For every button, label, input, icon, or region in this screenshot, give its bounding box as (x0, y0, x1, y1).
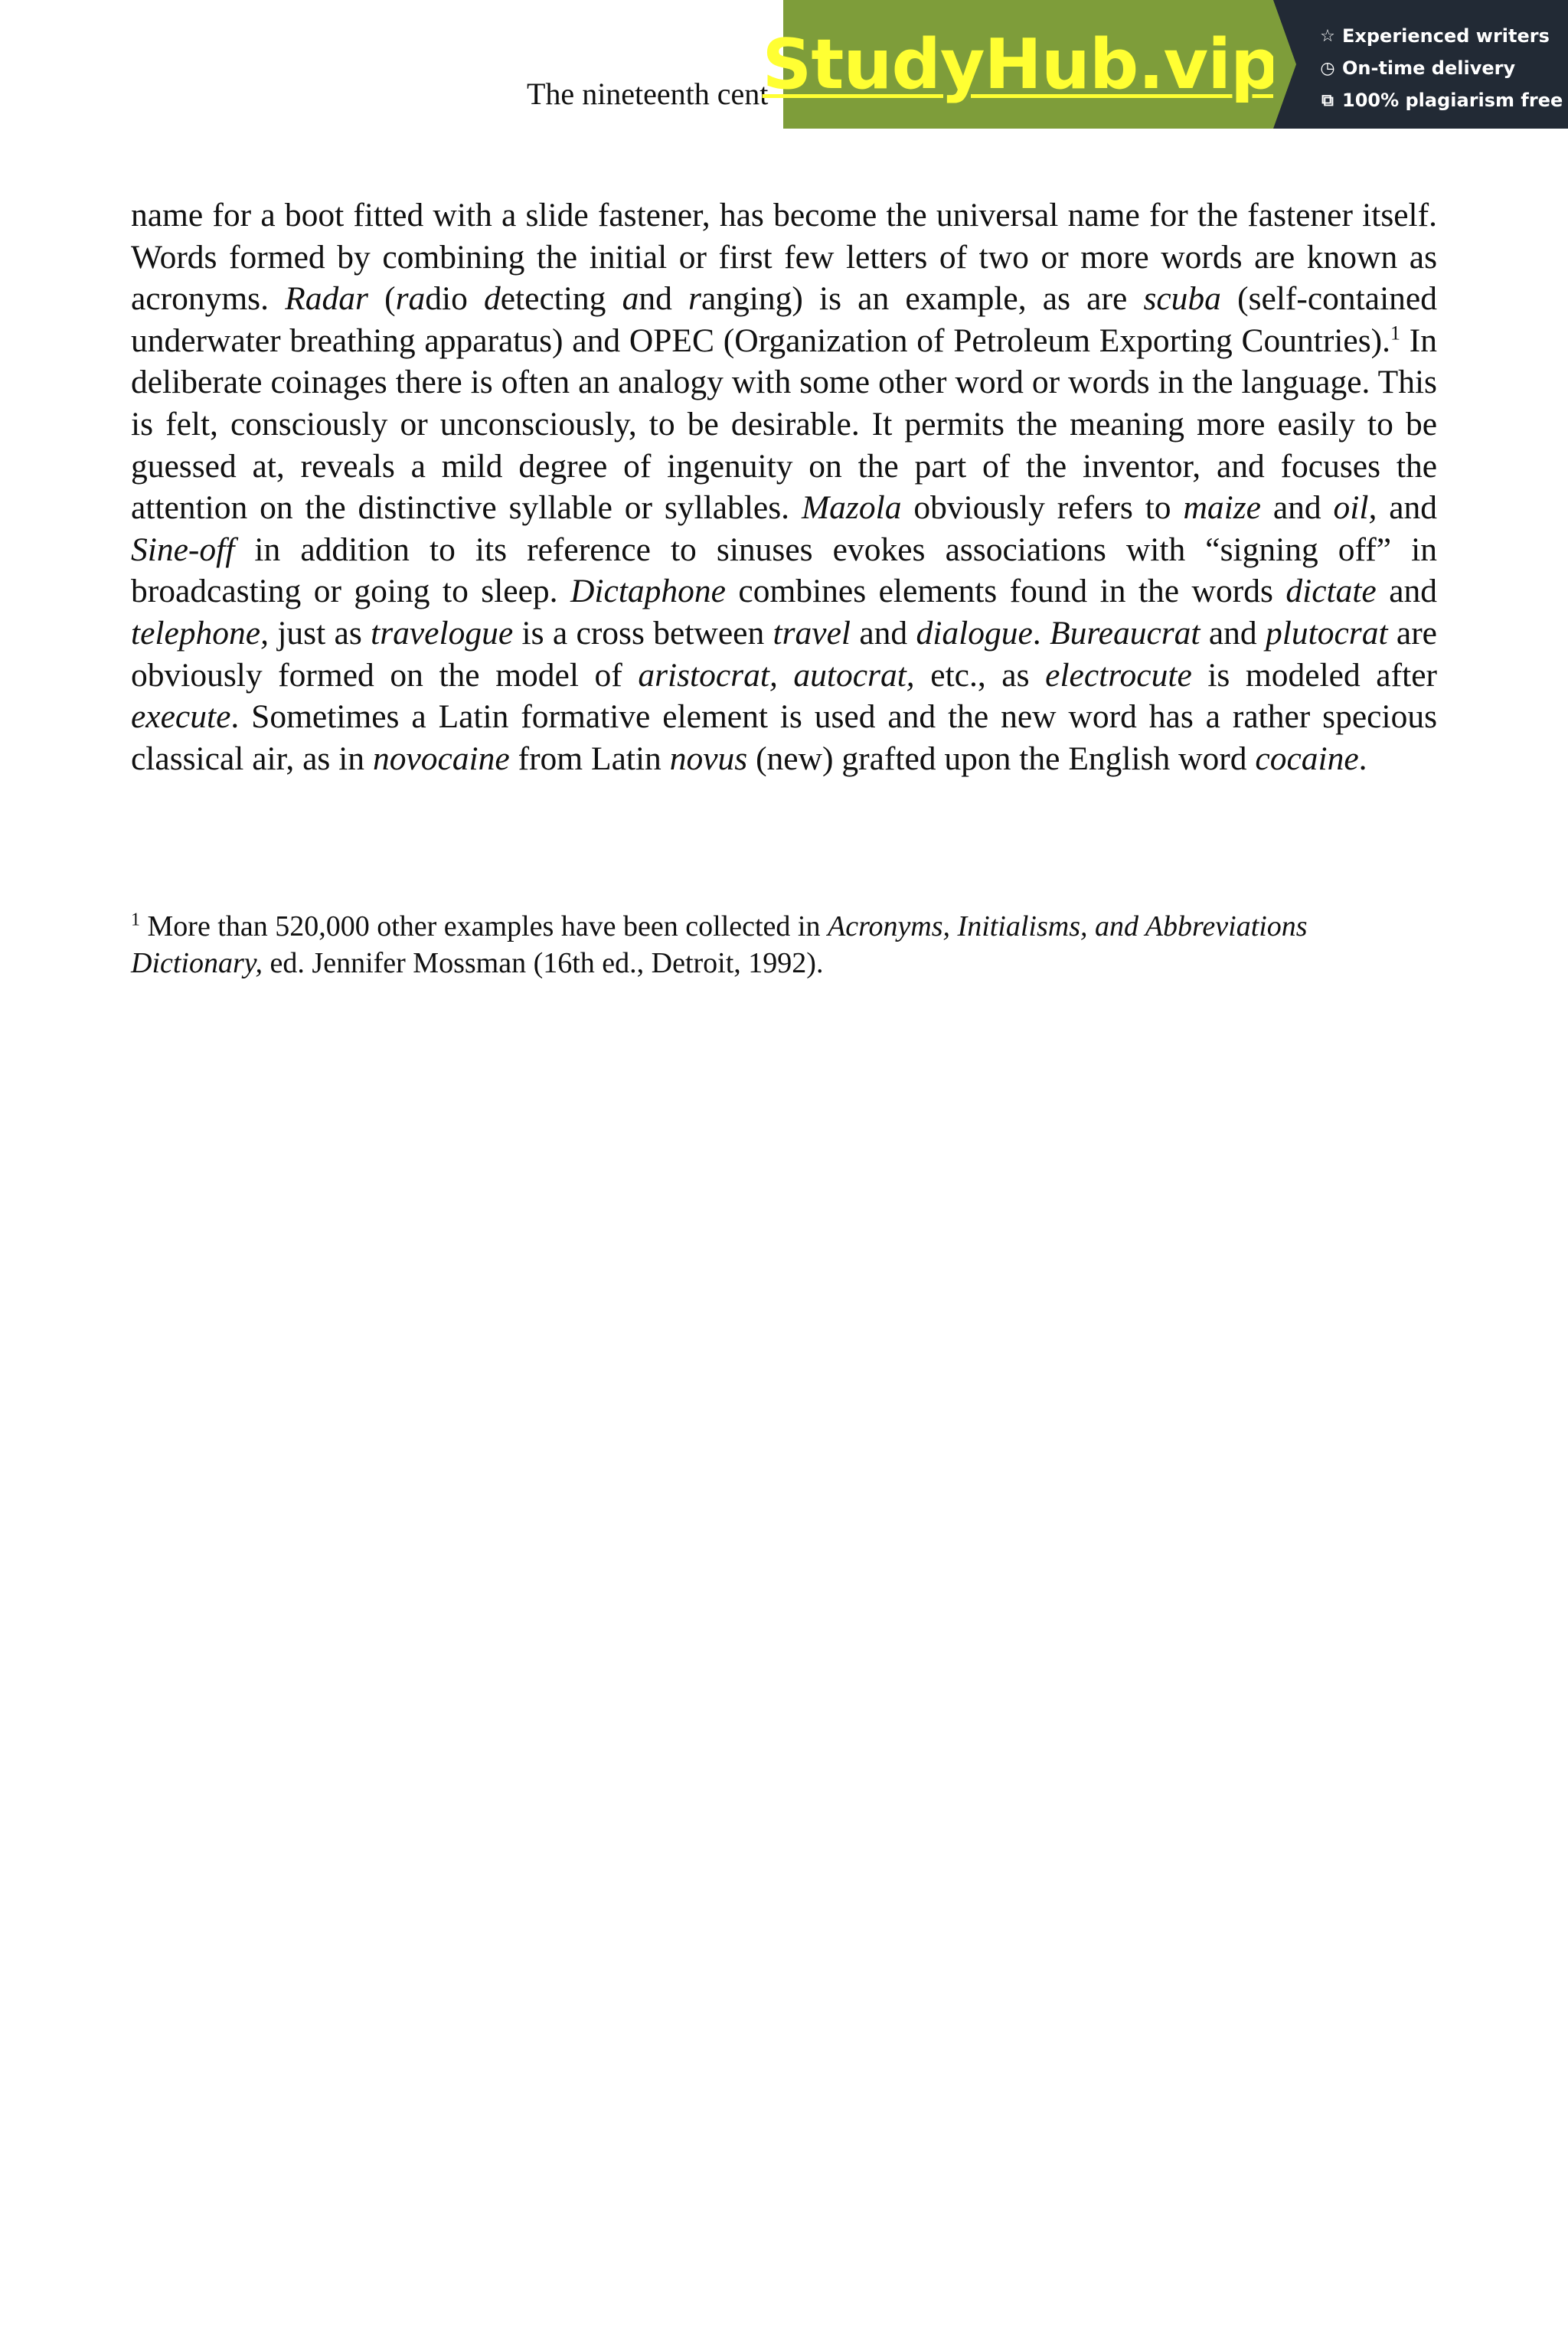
studyhub-logo-text: StudyHub.vip (762, 24, 1279, 105)
ad-feature-on-time-delivery (1319, 52, 1568, 84)
studyhub-ad-banner[interactable] (762, 0, 1568, 129)
footnote-number: 1 (131, 910, 140, 930)
studyhub-logo[interactable] (762, 0, 1279, 129)
ad-feature-list (1273, 0, 1568, 129)
footnote-title: Acronyms, Initialisms, and Abbreviations Dictionary, (131, 910, 1308, 979)
ad-feature-label: 100% plagiarism free (1342, 90, 1563, 111)
body-paragraph: name for a boot fitted with a slide fastener, has become the universal name for the fastener itself. Words formed by combining the initial or first few letters of two or more words are known as acronyms. Radar (radio detecting and ranging) is an example, as are scuba (self-contained underwater breathing apparatus) and OPEC (Organization of Petroleum Exporting Countries).$^1$ In deliberate coinages there is often an analogy with some other word or words in the language. This is felt, consciously or unconsciously, to be desirable. It permits the meaning more easily to be guessed at, reveals a mild degree of ingenuity on the part of the inventor, and focuses the attention on the distinctive syllable or syllables. Mazola obviously refers to maize and oil, and Sine-off in addition to its reference to sinuses evokes associations with “signing off” in broadcasting or going to sleep. Dictaphone combines elements found in the words dictate and telephone, just as travelogue is a cross between travel and dialogue. Bureaucrat and plutocrat are obviously formed on the model of aristocrat, autocrat, etc., as electrocute is modeled after execute. Sometimes a Latin formative element is used and the new word has a rather specious classical air, as in novocaine from Latin novus (new) grafted upon the English word cocaine. (131, 197, 1438, 777)
star-outline-icon: ☆ (1320, 26, 1335, 46)
copy-document-icon: ⧉ (1321, 90, 1334, 110)
ad-feature-plagiarism-free (1319, 84, 1568, 116)
running-head: The nineteenth cent (527, 77, 769, 111)
ad-feature-experienced-writers (1319, 20, 1568, 52)
ad-feature-label: Experienced writers (1342, 25, 1550, 47)
clock-icon: ◷ (1320, 58, 1335, 78)
footnote-reference: 1 (1390, 322, 1401, 345)
footnote: $^1$ More than 520,000 other examples have been collected in Acronyms, Initialisms, and Abbreviations Dictionary, ed. Jennifer Mossman (16th ed., Detroit, 1992). (131, 910, 1308, 979)
ad-feature-label: On-time delivery (1342, 57, 1516, 79)
